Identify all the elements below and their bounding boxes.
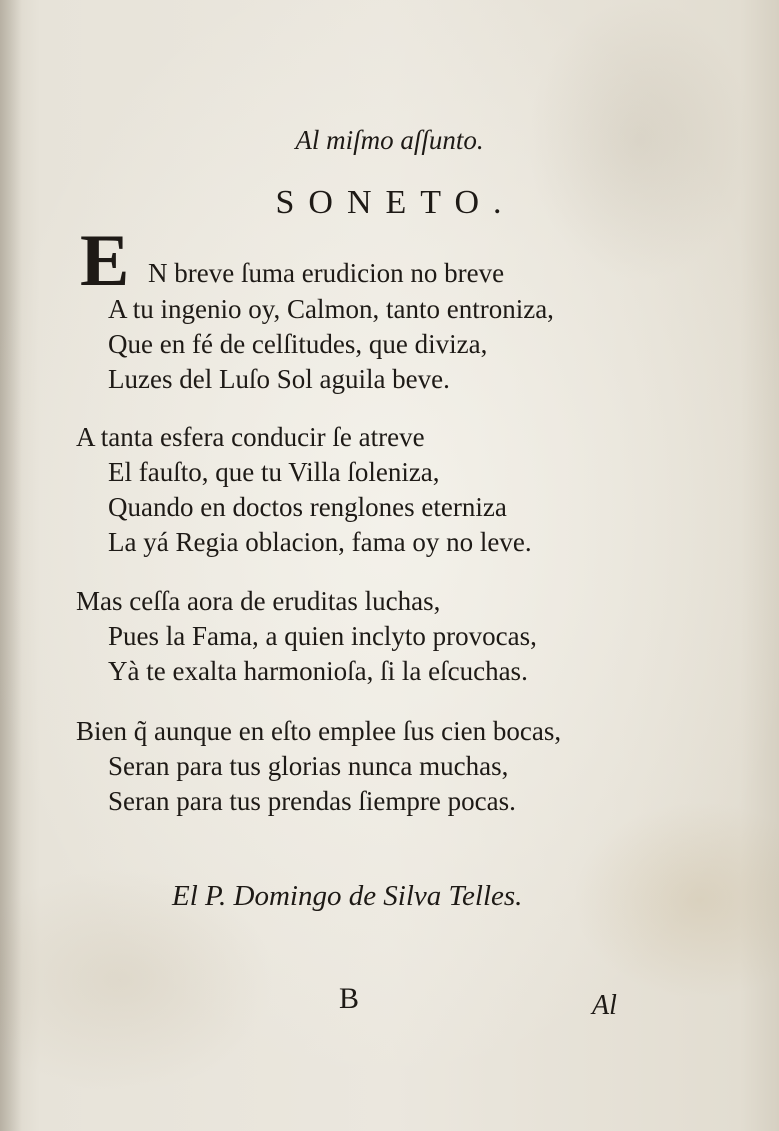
page-gutter-shadow — [0, 0, 22, 1131]
stanza-1 — [76, 292, 554, 397]
stanza-4 — [76, 714, 561, 819]
verse-line: Yà te exalta harmonioſa, ſi la eſcuchas. — [108, 656, 528, 686]
poem-title: SONETO. — [275, 184, 516, 221]
author-signature: El P. Domingo de Silva Telles. — [172, 880, 523, 912]
verse-line: A tanta esfera conducir ſe atreve — [76, 422, 425, 452]
stanza-3 — [76, 584, 537, 689]
drop-capital: E — [80, 220, 130, 302]
catchword: Al — [592, 990, 617, 1021]
verse-line: Seran para tus glorias nunca muchas, — [108, 751, 509, 781]
stanza-2 — [76, 420, 532, 560]
signature-mark: B — [339, 982, 360, 1015]
verse-line: Bien q̃ aunque en eſto emplee ſus cien bocas, — [76, 716, 562, 746]
verse-line: A tu ingenio oy, Calmon, tanto entroniza, — [108, 294, 554, 324]
verse-line: N breve ſuma erudicion no breve — [148, 258, 505, 288]
verse-line: Quando en doctos renglones eterniza — [108, 492, 507, 522]
verse-line: La yá Regia oblacion, fama oy no leve. — [108, 527, 532, 557]
verse-line: Mas ceſſa aora de eruditas luchas, — [76, 586, 441, 616]
verse-line: El fauſto, que tu Villa ſoleniza, — [108, 457, 440, 487]
verse-line: Pues la Fama, a quien inclyto provocas, — [108, 621, 537, 651]
verse-line: Que en fé de celſitudes, que diviza, — [108, 329, 488, 359]
verse-line: Seran para tus prendas ſiempre pocas. — [108, 786, 516, 816]
verse-line: Luzes del Luſo Sol aguila beve. — [108, 364, 450, 394]
poem-heading: Al miſmo aſſunto. — [295, 125, 484, 155]
